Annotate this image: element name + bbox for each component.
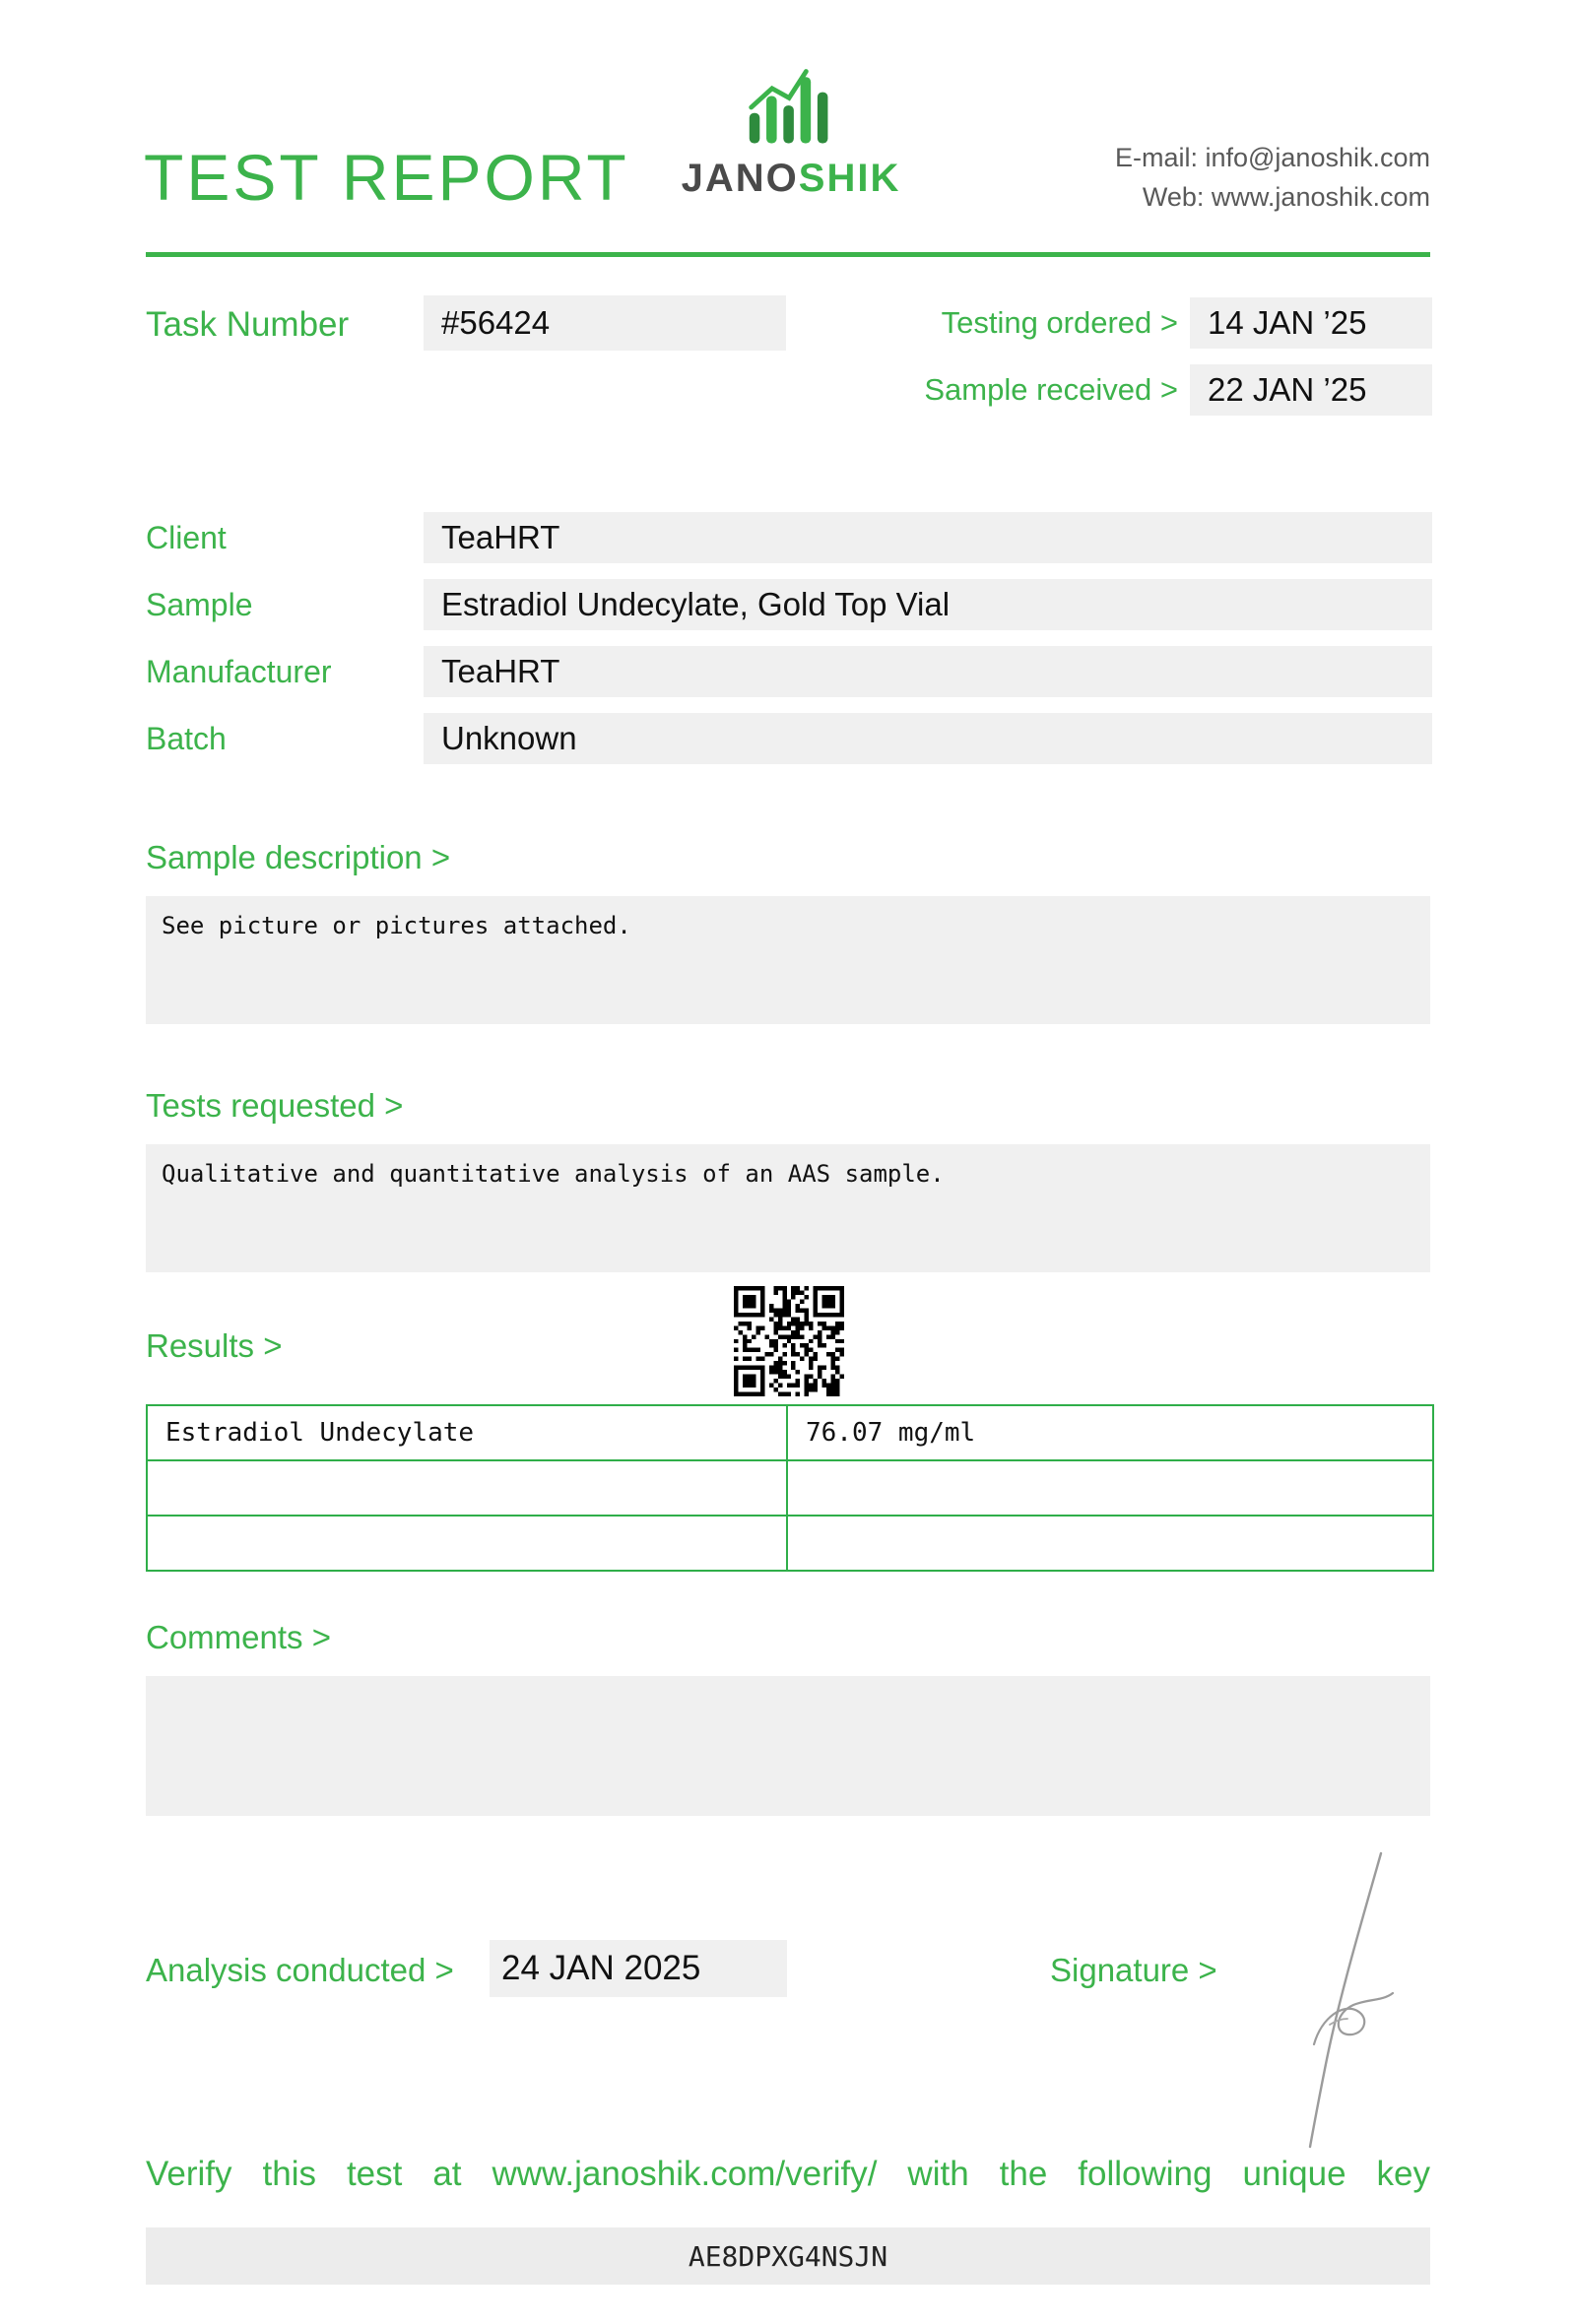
- client-label: Client: [146, 520, 227, 555]
- sample-received-field: [1190, 364, 1432, 416]
- batch-field: [424, 713, 1432, 764]
- testing-ordered-value: 14 JAN ’25: [1208, 304, 1367, 341]
- sample-received-value: 22 JAN ’25: [1208, 371, 1367, 408]
- comments-text: [146, 1676, 1430, 1692]
- manufacturer-value: TeaHRT: [441, 653, 560, 689]
- results-table: [146, 1404, 1434, 1572]
- analysis-date-field: [490, 1940, 787, 1997]
- comments-panel: [146, 1676, 1430, 1816]
- testing-ordered-label: Testing ordered >: [941, 305, 1178, 340]
- testing-ordered-field: [1190, 297, 1432, 349]
- web-line: Web: www.janoshik.com: [1142, 182, 1430, 212]
- logo-chart-icon: [744, 69, 838, 146]
- analysis-date-value: 24 JAN 2025: [501, 1949, 701, 1987]
- sample-label: Sample: [146, 587, 253, 622]
- sample-description-heading: Sample description >: [146, 839, 451, 875]
- qr-code: [734, 1286, 844, 1396]
- comments-heading: Comments >: [146, 1619, 331, 1655]
- table-row: [147, 1405, 1433, 1460]
- logo-jano: JANO: [681, 157, 799, 200]
- task-number-label: Task Number: [146, 305, 350, 344]
- logo-shik: SHIK: [798, 157, 901, 200]
- tests-requested-text: Qualitative and quantitative analysis of an AAS sample.: [162, 1160, 945, 1188]
- result-name-cell: Estradiol Undecylate: [147, 1405, 787, 1460]
- client-value: TeaHRT: [441, 519, 560, 555]
- sample-value: Estradiol Undecylate, Gold Top Vial: [441, 586, 951, 622]
- signature-scribble: [1265, 1847, 1422, 2153]
- verify-text: Verify this test at www.janoshik.com/verify/ with the following unique key: [146, 2155, 1430, 2193]
- contact-block: [1115, 138, 1430, 217]
- result-value-cell: 76.07 mg/ml: [787, 1405, 1433, 1460]
- manufacturer-label: Manufacturer: [146, 654, 332, 689]
- tests-requested-panel: [146, 1144, 1430, 1272]
- sample-description-panel: [146, 896, 1430, 1024]
- result-name-cell: [147, 1516, 787, 1571]
- sample-field: [424, 579, 1432, 630]
- batch-label: Batch: [146, 721, 227, 756]
- results-heading: Results >: [146, 1327, 283, 1364]
- email-line: E-mail: info@janoshik.com: [1114, 143, 1430, 172]
- sample-description-text: See picture or pictures attached.: [162, 912, 631, 939]
- table-row: [147, 1460, 1433, 1516]
- header-divider: [146, 252, 1430, 257]
- unique-key-value: AE8DPXG4NSJN: [688, 2239, 888, 2273]
- task-number-field: [424, 295, 786, 351]
- result-value-cell: [787, 1516, 1433, 1571]
- result-name-cell: [147, 1460, 787, 1516]
- table-row: [147, 1516, 1433, 1571]
- tests-requested-heading: Tests requested >: [146, 1087, 404, 1124]
- manufacturer-field: [424, 646, 1432, 697]
- signature-label: Signature >: [1050, 1952, 1217, 1988]
- batch-value: Unknown: [441, 720, 577, 756]
- page-title: TEST REPORT: [144, 141, 629, 214]
- unique-key-box: [146, 2227, 1430, 2285]
- janoshik-logo: [678, 69, 904, 201]
- result-value-cell: [787, 1460, 1433, 1516]
- logo-wordmark: [678, 157, 904, 201]
- task-number-value: #56424: [441, 304, 551, 341]
- sample-received-label: Sample received >: [924, 372, 1178, 407]
- client-field: [424, 512, 1432, 563]
- analysis-conducted-label: Analysis conducted >: [146, 1952, 454, 1988]
